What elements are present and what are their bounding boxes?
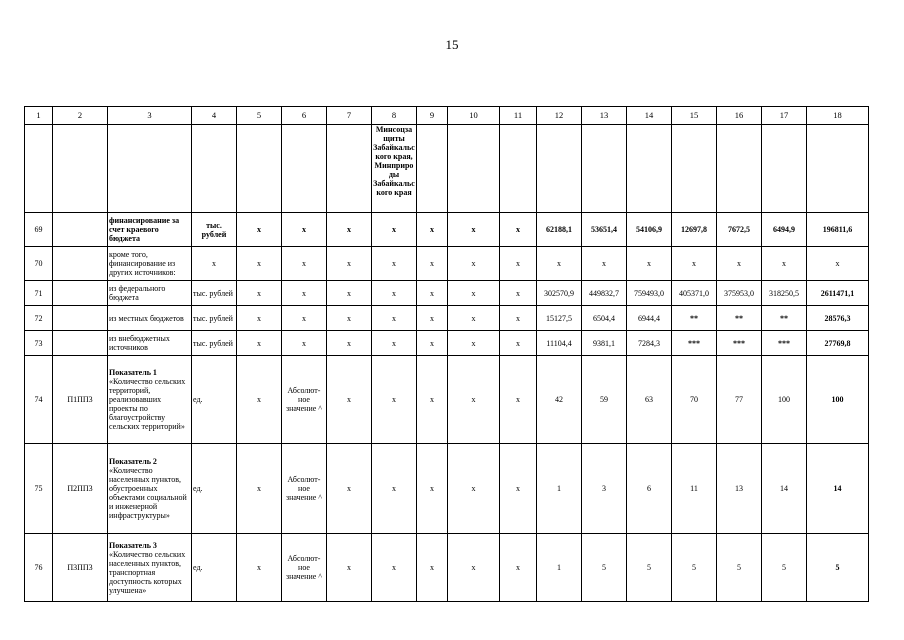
indicator-title: Показатель 3 xyxy=(109,540,157,550)
cell-c17: 14 xyxy=(762,444,807,534)
row-name xyxy=(108,534,192,602)
cell-c15: x xyxy=(672,247,717,281)
cell-c11: x xyxy=(500,213,537,247)
col-header-1: 1 xyxy=(25,107,53,125)
cell-c11: x xyxy=(500,534,537,602)
cell-c8: x xyxy=(372,444,417,534)
cell-c9: x xyxy=(417,281,448,306)
cell-c14: x xyxy=(627,247,672,281)
cell-c7: x xyxy=(327,306,372,331)
cell-c9: x xyxy=(417,247,448,281)
indicator-title: Показатель 1 xyxy=(109,368,157,377)
cell-c12: x xyxy=(537,247,582,281)
row-code xyxy=(53,331,108,356)
cell-c13: 449832,7 xyxy=(582,281,627,306)
cell-c12: 1 xyxy=(537,444,582,534)
row-number: 75 xyxy=(25,444,53,534)
cell-total: 2611471,1 xyxy=(807,281,869,306)
row-number: 71 xyxy=(25,281,53,306)
col-header-16: 16 xyxy=(717,107,762,125)
col-header-2: 2 xyxy=(53,107,108,125)
cell-c13: 9381,1 xyxy=(582,331,627,356)
cell-c6: x xyxy=(282,247,327,281)
cell-c17: 100 xyxy=(762,356,807,444)
cell-c12: 42 xyxy=(537,356,582,444)
cell-c5: x xyxy=(237,444,282,534)
cell-c16: x xyxy=(717,247,762,281)
row-unit: тыс. рублей xyxy=(192,281,237,306)
table-row xyxy=(25,213,869,247)
cell-c7: x xyxy=(327,213,372,247)
cell-c17: 6494,9 xyxy=(762,213,807,247)
cell-c10: x xyxy=(448,356,500,444)
row-code xyxy=(53,213,108,247)
col-header-8: 8 xyxy=(372,107,417,125)
row-unit: ед. xyxy=(192,356,237,444)
cell-c6: x xyxy=(282,213,327,247)
cell-c5: x xyxy=(237,247,282,281)
cell-c17: 5 xyxy=(762,534,807,602)
table-row xyxy=(25,534,869,602)
cell-c16: ** xyxy=(717,306,762,331)
cell-c7: x xyxy=(327,331,372,356)
row-unit: тыс. рублей xyxy=(192,331,237,356)
cell-c7: x xyxy=(327,356,372,444)
col-header-3: 3 xyxy=(108,107,192,125)
col-header-10: 10 xyxy=(448,107,500,125)
cell-c7: x xyxy=(327,444,372,534)
cell-c9: x xyxy=(417,534,448,602)
row-code: П3ПП3 xyxy=(53,534,108,602)
cell-c6: x xyxy=(282,331,327,356)
indicator-title: Показатель 2 xyxy=(109,457,157,466)
cell-c9: x xyxy=(417,356,448,444)
row-code xyxy=(53,281,108,306)
cell-total: 28576,3 xyxy=(807,306,869,331)
cell-c8: x xyxy=(372,213,417,247)
cell-c16: 375953,0 xyxy=(717,281,762,306)
cell-c7: x xyxy=(327,247,372,281)
col-header-11: 11 xyxy=(500,107,537,125)
col-header-13: 13 xyxy=(582,107,627,125)
cell-total: 5 xyxy=(807,534,869,602)
cell-c14: 54106,9 xyxy=(627,213,672,247)
cell-c12: 11104,4 xyxy=(537,331,582,356)
row-code: П2ПП3 xyxy=(53,444,108,534)
cell-c15: 405371,0 xyxy=(672,281,717,306)
cell-c10: x xyxy=(448,213,500,247)
cell-c17: *** xyxy=(762,331,807,356)
cell-c8: x xyxy=(372,331,417,356)
cell-c14: 6944,4 xyxy=(627,306,672,331)
row-number: 69 xyxy=(25,213,53,247)
cell-c10: x xyxy=(448,306,500,331)
row-name: из внебюджетных источников xyxy=(108,331,192,356)
row-unit: ед. xyxy=(192,534,237,602)
cell-c5: x xyxy=(237,306,282,331)
cell-c12: 1 xyxy=(537,534,582,602)
cell-c6: Абсолют- ное значение ^ xyxy=(282,444,327,534)
cell-c12: 62188,1 xyxy=(537,213,582,247)
table-row xyxy=(25,331,869,356)
col-header-6: 6 xyxy=(282,107,327,125)
cell-c9: x xyxy=(417,331,448,356)
row-name: финансирование за счет краевого бюджета xyxy=(108,213,192,247)
page-number: 15 xyxy=(445,37,459,52)
cell-c13: 59 xyxy=(582,356,627,444)
table-row xyxy=(25,356,869,444)
cell-c8: x xyxy=(372,306,417,331)
cell-c8: x xyxy=(372,534,417,602)
cell-total: 196811,6 xyxy=(807,213,869,247)
row-unit: тыс. рублей xyxy=(192,306,237,331)
cell-total: x xyxy=(807,247,869,281)
row-code: П1ПП3 xyxy=(53,356,108,444)
indicator-description: «Количество сельских населенных пунктов, транспортная доступность которых улучшена» xyxy=(109,549,186,595)
col-header-18: 18 xyxy=(807,107,869,125)
row-code xyxy=(53,247,108,281)
row-number: 76 xyxy=(25,534,53,602)
cell-c11: x xyxy=(500,444,537,534)
cell-c5: x xyxy=(237,356,282,444)
cell-c6: x xyxy=(282,281,327,306)
cell-c9: x xyxy=(417,213,448,247)
cell-c16: *** xyxy=(717,331,762,356)
col-header-12: 12 xyxy=(537,107,582,125)
cell-c16: 77 xyxy=(717,356,762,444)
indicator-description: «Количество населенных пунктов, обустроенных объектами социальной и инженерной инфраструктуры» xyxy=(109,466,187,520)
cell-c7: x xyxy=(327,534,372,602)
cell-c11: x xyxy=(500,281,537,306)
cell-c17: 318250,5 xyxy=(762,281,807,306)
cell-c16: 13 xyxy=(717,444,762,534)
cell-c9: x xyxy=(417,306,448,331)
cell-c10: x xyxy=(448,247,500,281)
cell-c10: x xyxy=(448,534,500,602)
cell-c17: ** xyxy=(762,306,807,331)
col-header-4: 4 xyxy=(192,107,237,125)
table-row xyxy=(25,281,869,306)
row-name: из местных бюджетов xyxy=(108,306,192,331)
row-number: 74 xyxy=(25,356,53,444)
row-name xyxy=(108,356,192,444)
cell-c16: 5 xyxy=(717,534,762,602)
cell-c15: 12697,8 xyxy=(672,213,717,247)
cell-c12: 15127,5 xyxy=(537,306,582,331)
col-header-7: 7 xyxy=(327,107,372,125)
cell-c15: ** xyxy=(672,306,717,331)
cell-c14: 63 xyxy=(627,356,672,444)
cell-c9: x xyxy=(417,444,448,534)
cell-c13: 5 xyxy=(582,534,627,602)
cell-c17: x xyxy=(762,247,807,281)
cell-c15: *** xyxy=(672,331,717,356)
row-number: 70 xyxy=(25,247,53,281)
cell-c15: 5 xyxy=(672,534,717,602)
cell-c14: 6 xyxy=(627,444,672,534)
cell-c11: x xyxy=(500,306,537,331)
cell-c10: x xyxy=(448,331,500,356)
row-unit: x xyxy=(192,247,237,281)
cell-c5: x xyxy=(237,213,282,247)
cell-c5: x xyxy=(237,281,282,306)
row-name xyxy=(108,444,192,534)
cell-c10: x xyxy=(448,444,500,534)
cell-c11: x xyxy=(500,356,537,444)
cell-c16: 7672,5 xyxy=(717,213,762,247)
cell-c14: 7284,3 xyxy=(627,331,672,356)
cell-total: 100 xyxy=(807,356,869,444)
continuation-row xyxy=(25,125,869,213)
row-unit: ед. xyxy=(192,444,237,534)
cell-c5: x xyxy=(237,534,282,602)
cell-c7: x xyxy=(327,281,372,306)
cell-c8: x xyxy=(372,247,417,281)
cell-c13: 53651,4 xyxy=(582,213,627,247)
cell-c15: 11 xyxy=(672,444,717,534)
column-number-row xyxy=(25,107,869,125)
col-header-5: 5 xyxy=(237,107,282,125)
row-number: 73 xyxy=(25,331,53,356)
col-header-14: 14 xyxy=(627,107,672,125)
row-number: 72 xyxy=(25,306,53,331)
cell-c13: 6504,4 xyxy=(582,306,627,331)
col-header-9: 9 xyxy=(417,107,448,125)
row-name: кроме того, финансирование из других источников: xyxy=(108,247,192,281)
cell-total: 27769,8 xyxy=(807,331,869,356)
cell-c14: 5 xyxy=(627,534,672,602)
row-unit: тыс. рублей xyxy=(192,213,237,247)
row-code xyxy=(53,306,108,331)
cell-c12: 302570,9 xyxy=(537,281,582,306)
table-row xyxy=(25,306,869,331)
cell-c6: Абсолют- ное значение ^ xyxy=(282,356,327,444)
cell-c5: x xyxy=(237,331,282,356)
table-row xyxy=(25,247,869,281)
indicator-description: «Количество сельских территорий, реализовавших проекты по благоустройству сельских территорий» xyxy=(109,377,186,431)
cell-c13: 3 xyxy=(582,444,627,534)
cell-c14: 759493,0 xyxy=(627,281,672,306)
cell-c6: x xyxy=(282,306,327,331)
cell-c15: 70 xyxy=(672,356,717,444)
cell-c11: x xyxy=(500,247,537,281)
cell-c6: Абсолют- ное значение ^ xyxy=(282,534,327,602)
cell-c10: x xyxy=(448,281,500,306)
cell-c8: x xyxy=(372,356,417,444)
row-name: из федерального бюджета xyxy=(108,281,192,306)
cell-c11: x xyxy=(500,331,537,356)
col-header-15: 15 xyxy=(672,107,717,125)
col-header-17: 17 xyxy=(762,107,807,125)
cell-total: 14 xyxy=(807,444,869,534)
data-table xyxy=(24,106,869,602)
table-row xyxy=(25,444,869,534)
cell-c8: x xyxy=(372,281,417,306)
responsible-executor-cell: Минсоцза щиты Забайкальс кого края, Минприро ды Забайкальс кого края xyxy=(372,125,417,213)
cell-c13: x xyxy=(582,247,627,281)
